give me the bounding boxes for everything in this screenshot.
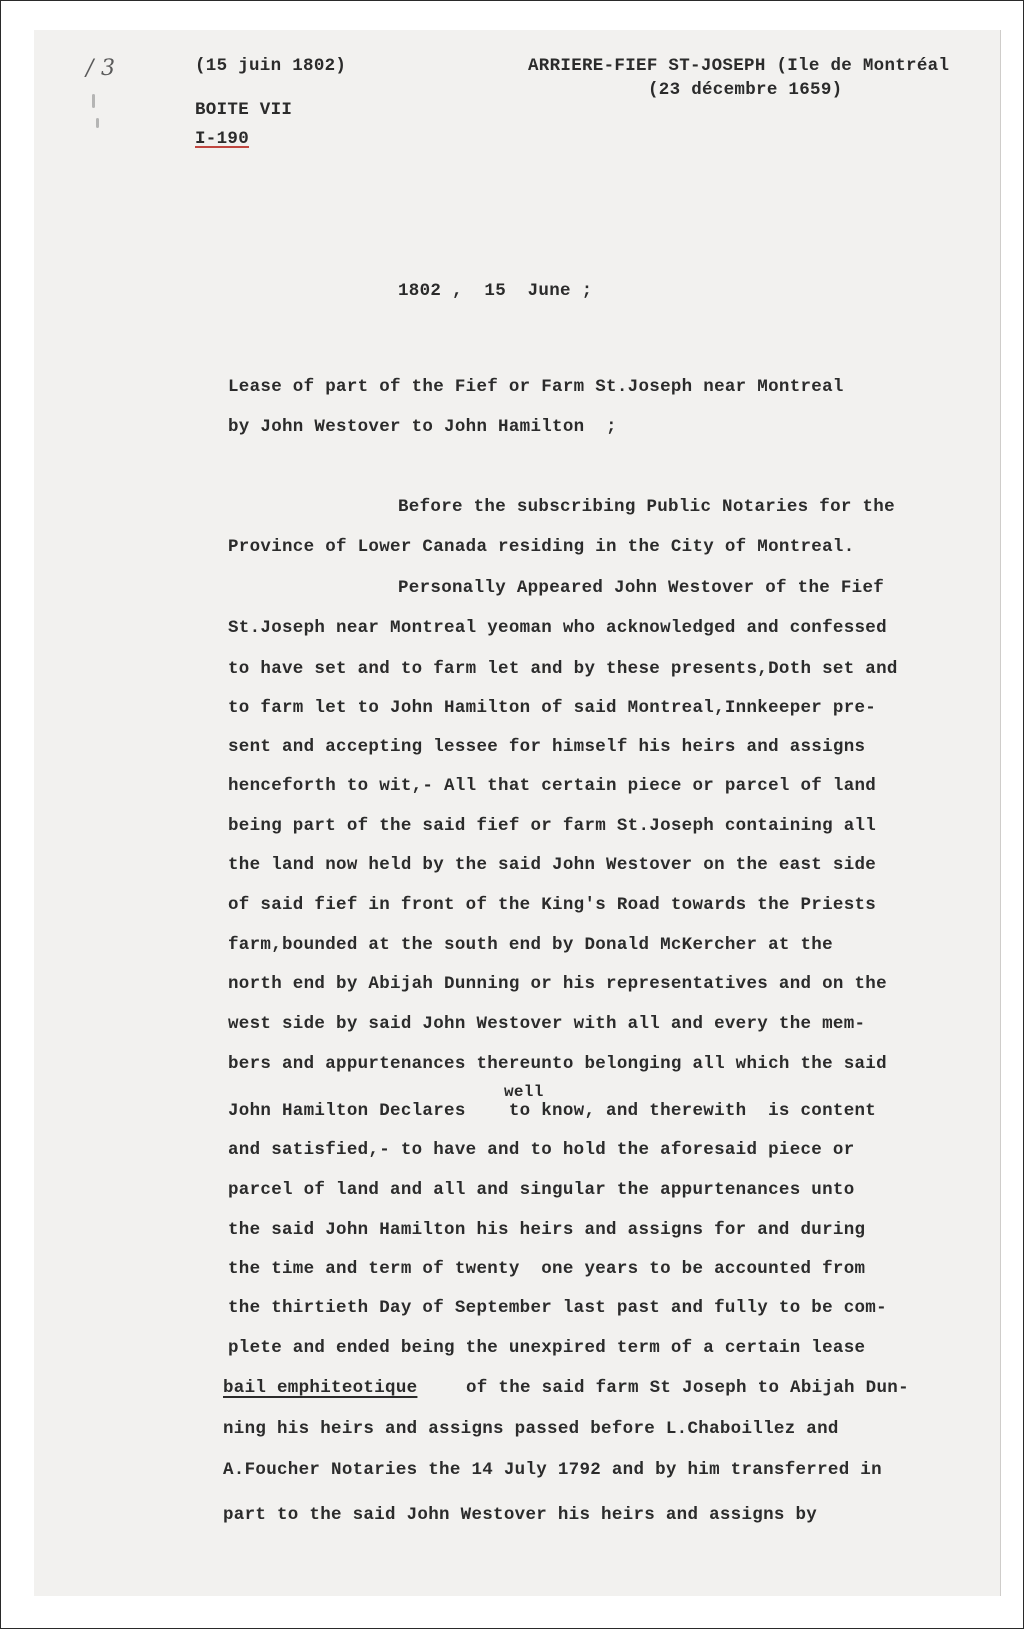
body-line: part to the said John Westover his heirs and assigns by bbox=[223, 1505, 818, 1525]
header-date-left: (15 juin 1802) bbox=[195, 56, 347, 76]
header-title-line1: ARRIERE-FIEF ST-JOSEPH (Ile de Montréal bbox=[528, 56, 950, 76]
body-line: west side by said John Westover with all and every the mem- bbox=[228, 1014, 866, 1034]
body-line: John Hamilton Declares to know, and therewith is content bbox=[228, 1101, 877, 1121]
body-line: and satisfied,- to have and to hold the aforesaid piece or bbox=[228, 1140, 855, 1160]
margin-smudge bbox=[96, 118, 99, 128]
body-line: the land now held by the said John Westover on the east side bbox=[228, 855, 877, 875]
body-line: the time and term of twenty one years to be accounted from bbox=[228, 1259, 866, 1279]
body-line: of the said farm St Joseph to Abijah Dun- bbox=[466, 1378, 909, 1398]
underlined-phrase: bail emphiteotique bbox=[223, 1378, 418, 1398]
body-line: henceforth to wit,- All that certain piece or parcel of land bbox=[228, 776, 877, 796]
body-line: St.Joseph near Montreal yeoman who acknowledged and confessed bbox=[228, 618, 887, 638]
body-line: ning his heirs and assigns passed before L.Chaboillez and bbox=[223, 1419, 839, 1439]
body-line: being part of the said fief or farm St.Joseph containing all bbox=[228, 816, 877, 836]
margin-handwritten-mark: / 3 bbox=[86, 56, 116, 81]
interlinear-insertion: well bbox=[504, 1083, 544, 1101]
body-line: farm,bounded at the south end by Donald McKercher at the bbox=[228, 935, 833, 955]
subject-line: by John Westover to John Hamilton ; bbox=[228, 417, 617, 437]
document-dateline: 1802 , 15 June ; bbox=[398, 281, 593, 301]
body-line: of said fief in front of the King's Road towards the Priests bbox=[228, 895, 877, 915]
body-line: bers and appurtenances thereunto belonging all which the said bbox=[228, 1054, 887, 1074]
body-line: to have set and to farm let and by these presents,Doth set and bbox=[228, 659, 898, 679]
body-line: plete and ended being the unexpired term of a certain lease bbox=[228, 1338, 866, 1358]
subject-line: Lease of part of the Fief or Farm St.Joseph near Montreal bbox=[228, 377, 844, 397]
margin-smudge bbox=[92, 94, 95, 108]
body-line: the said John Hamilton his heirs and assigns for and during bbox=[228, 1220, 866, 1240]
body-line: the thirtieth Day of September last past and fully to be com- bbox=[228, 1298, 887, 1318]
body-line: north end by Abijah Dunning or his representatives and on the bbox=[228, 974, 887, 994]
header-title-line2: (23 décembre 1659) bbox=[648, 80, 843, 100]
body-line: parcel of land and all and singular the appurtenances unto bbox=[228, 1180, 855, 1200]
header-box-number: BOITE VII bbox=[195, 100, 293, 120]
document-page bbox=[34, 30, 1001, 1596]
body-line: Personally Appeared John Westover of the Fief bbox=[398, 578, 885, 598]
body-line: sent and accepting lessee for himself his heirs and assigns bbox=[228, 737, 866, 757]
body-line: Before the subscribing Public Notaries for the bbox=[398, 497, 895, 517]
body-line: A.Foucher Notaries the 14 July 1792 and by him transferred in bbox=[223, 1460, 882, 1480]
body-line: Province of Lower Canada residing in the City of Montreal. bbox=[228, 537, 855, 557]
header-reference-code: I-190 bbox=[195, 129, 250, 149]
body-line: to farm let to John Hamilton of said Montreal,Innkeeper pre- bbox=[228, 698, 877, 718]
